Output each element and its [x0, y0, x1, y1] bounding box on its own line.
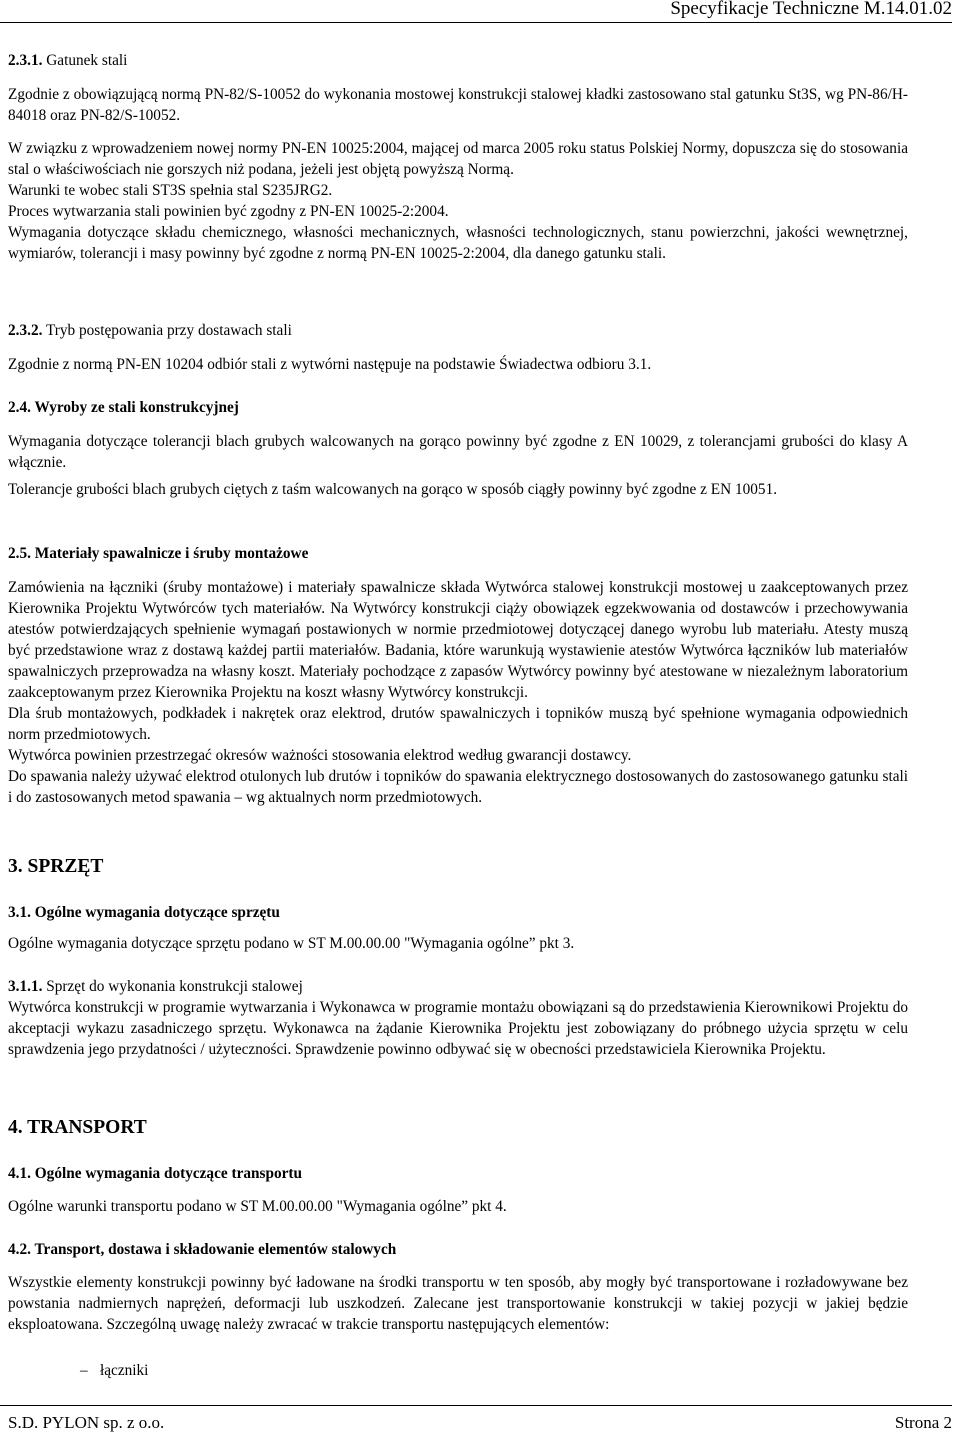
- section-heading: 4.1. Ogólne wymagania dotyczące transportu: [8, 1165, 303, 1182]
- section-2-3-2-text: [8, 354, 908, 375]
- section-heading: 2.3.1. Gatunek stali: [8, 52, 128, 69]
- list-item: [80, 1360, 148, 1381]
- page-footer: [0, 1405, 952, 1440]
- paragraph: Zgodnie z normą PN-EN 10204 odbiór stali z wytwórni następuje na podstawie Świadectwa odbioru 3.1.: [8, 356, 652, 373]
- section-heading: 4.2. Transport, dostawa i składowanie elementów stalowych: [8, 1241, 397, 1258]
- section-4-1-text: [8, 1196, 908, 1217]
- paragraph: Wytwórca konstrukcji w programie wytwarzania i Wykonawca w programie montażu obowiązani są do przedstawienia Kierownikowi Projektu do akceptacji wykazu zasadniczego sprzętu. Wykonawca na żądanie Kierownika Projektu jest zobowiązany do próbnego użycia sprzętu w celu sprawdzenia jego przydatności / użyteczności. Sprawdzenie powinno odbywać się w obecności przedstawiciela Kierownika Projektu.: [8, 999, 908, 1058]
- section-4: [8, 1116, 908, 1140]
- footer-page-number: Strona 2: [894, 1413, 952, 1432]
- footer-company: S.D. PYLON sp. z o.o.: [8, 1413, 165, 1432]
- section-2-3-2: [8, 320, 908, 341]
- section-3-1-1: [8, 976, 908, 1060]
- paragraph: Zamówienia na łączniki (śruby montażowe) i materiały spawalnicze składa Wytwórca stalowej konstrukcji mostowej u zaakceptowanych przez Kierownika Projektu Wytwórców tych materiałów. Na Wytwórcy konstrukcji ciąży obowiązek egzekwowania od dostawców i przechowywania atestów potwierdzających spełnienie wymagań postawionych w normie przedmiotowej dotyczącej danego wyrobu lub materiału. Atesty muszą być przedstawione wraz z dostawą każdej partii materiałów. Badania, które warunkują wystawienie atestów Wytwórca łączników lub materiałów spawalniczych przeprowadza na własny koszt. Materiały pochodzące z zapasów Wytwórcy powinny być atestowane w niezależnym laboratorium zaakceptowanym przez Kierownika Projektu na koszt własny Wytwórcy konstrukcji.: [8, 579, 908, 701]
- page-header: [0, 0, 952, 23]
- paragraph: Warunki te wobec stali ST3S spełnia stal S235JRG2.: [8, 182, 333, 199]
- paragraph: Wytwórca powinien przestrzegać okresów ważności stosowania elektrod według gwarancji dostawcy.: [8, 747, 632, 764]
- paragraph: Ogólne wymagania dotyczące sprzętu podano w ST M.00.00.00 "Wymagania ogólne” pkt 3.: [8, 935, 575, 952]
- section-heading: 2.5. Materiały spawalnicze i śruby montażowe: [8, 545, 309, 562]
- section-2-3-1-text: [8, 84, 908, 126]
- section-heading: 3.1.1. Sprzęt do wykonania konstrukcji stalowej: [8, 978, 303, 995]
- section-2-3-1-text-2: [8, 138, 908, 264]
- list-item-label: łączniki: [100, 1362, 149, 1379]
- section-2-5: [8, 543, 908, 564]
- section-4-1: [8, 1163, 908, 1184]
- chapter-heading: 3. SPRZĘT: [8, 856, 104, 877]
- section-2-4-text: [8, 431, 908, 500]
- section-heading: 2.4. Wyroby ze stali konstrukcyjnej: [8, 399, 239, 416]
- section-2-5-text: [8, 577, 908, 808]
- paragraph: Do spawania należy używać elektrod otulonych lub drutów i topników do spawania elektrycznego dostosowanych do zastosowanego gatunku stali i do zastosowanych metod spawania – wg aktualnych norm przedmiotowych.: [8, 768, 908, 806]
- section-heading: 3.1. Ogólne wymagania dotyczące sprzętu: [8, 904, 280, 921]
- paragraph: Ogólne warunki transportu podano w ST M.00.00.00 "Wymagania ogólne” pkt 4.: [8, 1198, 507, 1215]
- dash-bullet-icon: –: [80, 1362, 88, 1379]
- section-heading: 2.3.2. Tryb postępowania przy dostawach stali: [8, 322, 292, 339]
- section-2-3-1: [8, 50, 908, 71]
- paragraph: Proces wytwarzania stali powinien być zgodny z PN-EN 10025-2:2004.: [8, 203, 449, 220]
- paragraph: Wymagania dotyczące tolerancji blach grubych walcowanych na gorąco powinny być zgodne z EN 10029, z tolerancjami grubości do klasy A włącznie.: [8, 433, 908, 471]
- section-4-2-text: [8, 1272, 908, 1335]
- section-3: [8, 855, 908, 879]
- paragraph: W związku z wprowadzeniem nowej normy PN-EN 10025:2004, mającej od marca 2005 roku status Polskiej Normy, dopuszcza się do stosowania stal o właściwościach nie gorszych niż podana, jeżeli jest objętą powyższą Normą.: [8, 140, 908, 178]
- paragraph: Tolerancje grubości blach grubych ciętych z taśm walcowanych na gorąco w sposób ciągły powinny być zgodne z EN 10051.: [8, 481, 778, 498]
- section-2-4: [8, 397, 908, 418]
- paragraph: Wszystkie elementy konstrukcji powinny być ładowane na środki transportu w ten sposób, aby mogły być transportowane i rozładowywane bez powstania nadmiernych naprężeń, deformacji lub uszkodzeń. Zalecane jest transportowanie konstrukcji w takiej pozycji w jakiej będzie eksploatowana. Szczególną uwagę należy zwracać w trakcie transportu następujących elementów:: [8, 1274, 908, 1333]
- paragraph: Zgodnie z obowiązującą normą PN-82/S-10052 do wykonania mostowej konstrukcji stalowej kładki zastosowano stal gatunku St3S, wg PN-86/H-84018 oraz PN-82/S-10052.: [8, 86, 908, 124]
- chapter-heading: 4. TRANSPORT: [8, 1117, 147, 1138]
- header-title: Specyfikacje Techniczne M.14.01.02: [670, 0, 952, 19]
- paragraph: Wymagania dotyczące składu chemicznego, własności mechanicznych, własności technologicznych, stanu powierzchni, jakości wewnętrznej, wymiarów, tolerancji i masy powinny być zgodne z normą PN-EN 10025-2:2004, dla danego gatunku stali.: [8, 224, 908, 262]
- section-4-2: [8, 1239, 908, 1260]
- section-3-1-text: [8, 933, 908, 954]
- paragraph: Dla śrub montażowych, podkładek i nakrętek oraz elektrod, drutów spawalniczych i topników muszą być spełnione wymagania odpowiednich norm przedmiotowych.: [8, 705, 908, 743]
- section-3-1: [8, 902, 908, 923]
